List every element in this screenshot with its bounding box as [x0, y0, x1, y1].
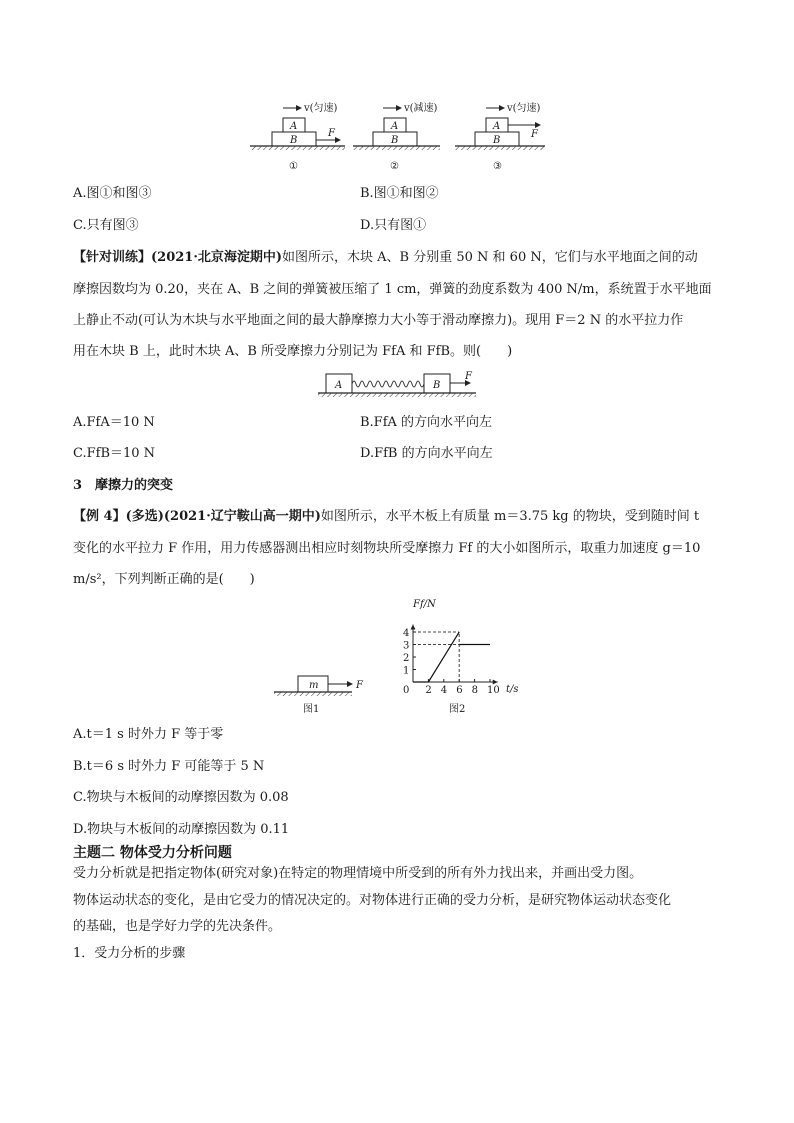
option-c: C.FfB＝10 N	[73, 446, 156, 461]
training-text: 如图所示，木块 A、B 分别重 50 N 和 60 N，它们与水平地面之间的动	[282, 250, 698, 265]
training-line-4: 用在木块 B 上，此时木块 A、B 所受摩擦力分别记为 FfA 和 FfB。则( )	[73, 344, 513, 359]
chart-x-tick-label: 0	[403, 685, 410, 696]
training-line-2: 摩擦因数均为 0.20，夹在 A、B 之间的弹簧被压缩了 1 cm，弹簧的劲度系数为 400 N/m，系统置于水平地面	[73, 282, 712, 297]
chart-x-tick-label: 6	[456, 685, 463, 696]
force-label-3: F	[531, 129, 538, 140]
case-number-1: ①	[289, 161, 298, 172]
chart-y-tick-label: 1	[403, 665, 410, 677]
option-d: D.物块与木板间的动摩擦因数为 0.11	[73, 822, 290, 837]
training-line-1	[73, 250, 698, 265]
chart-y-tick-label: 3	[403, 640, 410, 652]
training-line-3: 上静止不动(可认为木块与水平地面之间的最大静摩擦力大小等于滑动摩擦力)。现用 F＝2 N 的水平拉力作	[73, 313, 684, 328]
chart-x-axis-arrow	[493, 680, 498, 685]
spring-block-a-label: A	[335, 380, 343, 391]
chart-x-tick-label: 8	[471, 685, 478, 696]
diagram-case-3	[455, 101, 545, 172]
training-source: (2021·北京海淀期中)	[151, 250, 283, 265]
option-d: D.只有图①	[360, 218, 427, 233]
diagram-case-2	[353, 101, 440, 172]
example-tag: 【例 4】	[73, 509, 126, 524]
option-b: B.t＝6 s 时外力 F 可能等于 5 N	[73, 759, 265, 774]
option-b: B.图①和图②	[360, 186, 439, 201]
figure-spring-blocks	[0, 368, 794, 408]
block-a-label-3: A	[493, 121, 501, 132]
block-m-label: m	[309, 680, 319, 691]
block-m-force-label: F	[356, 680, 363, 691]
figure-caption-2: 图2	[449, 704, 466, 715]
diagram-case-1	[250, 101, 345, 172]
chart-series-line	[413, 632, 490, 682]
option-a: A.FfA＝10 N	[73, 415, 155, 430]
topic-paragraph-2-line-2: 的基础，也是学好力学的先决条件。	[73, 919, 282, 934]
spring-coil	[352, 381, 424, 387]
velocity-label-2: v(减速)	[404, 103, 438, 114]
velocity-label-1: v(匀速)	[304, 103, 338, 114]
example-text: 如图所示，水平木板上有质量 m＝3.75 kg 的物块，受到随时间 t	[320, 509, 700, 524]
option-c: C.只有图③	[73, 218, 139, 233]
spring-block-b-label: B	[433, 380, 441, 391]
case-number-3: ③	[493, 161, 502, 172]
chart-x-tick-label: 4	[440, 685, 448, 696]
chart-x-tick-label: 10	[487, 685, 500, 696]
block-b-label-2: B	[391, 135, 399, 146]
chart-y-tick-label: 4	[403, 628, 410, 639]
example-line-3: m/s²，下列判断正确的是( )	[73, 572, 255, 587]
topic-heading: 主题二 物体受力分析问题	[73, 845, 232, 861]
section-heading: 3 摩擦力的突变	[73, 478, 174, 493]
option-b: B.FfA 的方向水平向左	[360, 415, 493, 430]
training-tag: 【针对训练】	[73, 250, 152, 265]
option-a: A.图①和图③	[73, 186, 152, 201]
figure-caption-1: 图1	[303, 704, 320, 715]
friction-time-chart	[0, 596, 794, 726]
example-source: (多选)(2021·辽宁鞍山高一期中)	[125, 509, 321, 524]
block-b-label-3: B	[493, 135, 501, 146]
velocity-label-3: v(匀速)	[507, 103, 541, 114]
chart-x-axis-label: t/s	[506, 684, 519, 695]
option-d: D.FfB 的方向水平向左	[360, 446, 493, 461]
case-number-2: ②	[390, 161, 399, 172]
option-a: A.t＝1 s 时外力 F 等于零	[73, 727, 224, 742]
chart-y-axis-label: Ff/N	[413, 599, 436, 610]
spring-force-label: F	[465, 371, 472, 382]
force-label-1: F	[328, 128, 335, 139]
example-line-1	[73, 509, 699, 524]
figure-blocks-three-cases	[0, 96, 794, 176]
topic-paragraph-1: 受力分析就是把指定物体(研究对象)在特定的物理情境中所受到的所有外力找出来，并画出受力图。	[73, 866, 643, 881]
chart-y-tick-label: 2	[403, 653, 410, 664]
block-b-label-1: B	[290, 135, 298, 146]
topic-item-1: 1．受力分析的步骤	[73, 946, 186, 961]
chart-x-tick-label: 2	[425, 685, 432, 696]
topic-paragraph-2-line-1: 物体运动状态的变化，是由它受力的情况决定的。对物体进行正确的受力分析，是研究物体运动状态变化	[73, 893, 672, 908]
chart-y-axis-arrow	[411, 625, 416, 630]
example-line-2: 变化的水平拉力 F 作用，用力传感器测出相应时刻物块所受摩擦力 Ff 的大小如图所示，取重力加速度 g＝10	[73, 541, 701, 556]
option-c: C.物块与木板间的动摩擦因数为 0.08	[73, 790, 289, 805]
block-a-label-2: A	[391, 121, 399, 132]
block-a-label-1: A	[290, 121, 298, 132]
